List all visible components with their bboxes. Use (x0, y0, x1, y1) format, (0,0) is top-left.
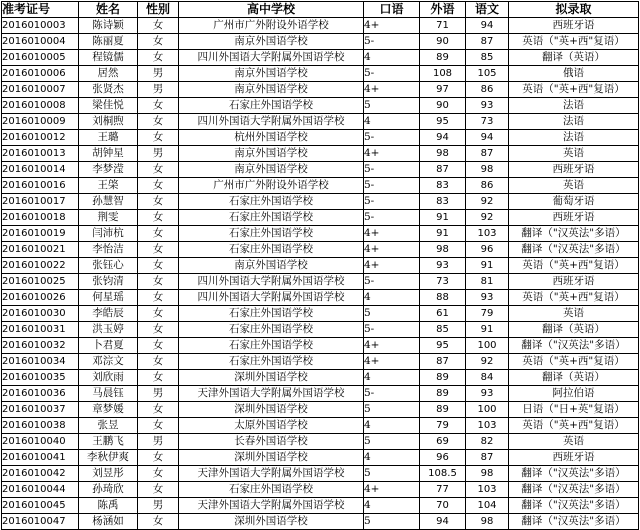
cell-exam-id: 2016010007 (2, 82, 79, 98)
cell-oral-grade: 4+ (364, 82, 420, 98)
cell-name: 梁佳悦 (79, 98, 138, 114)
cell-chinese-score: 87 (466, 34, 509, 50)
cell-admitted-major: 法语 (509, 98, 639, 114)
cell-admitted-major: 俄语 (509, 66, 639, 82)
cell-chinese-score: 100 (466, 402, 509, 418)
cell-gender: 女 (138, 354, 179, 370)
cell-admitted-major: 英语（"英+西"复语） (509, 354, 639, 370)
cell-chinese-score: 93 (466, 98, 509, 114)
cell-admitted-major: 翻译（英语） (509, 370, 639, 386)
cell-chinese-score: 103 (466, 482, 509, 498)
cell-chinese-score: 92 (466, 354, 509, 370)
cell-school: 石家庄外国语学校 (179, 98, 364, 114)
cell-foreign-score: 71 (420, 18, 466, 34)
cell-exam-id: 2016010019 (2, 226, 79, 242)
cell-exam-id: 2016010014 (2, 162, 79, 178)
cell-admitted-major: 翻译（英语） (509, 50, 639, 66)
cell-gender: 女 (138, 98, 179, 114)
cell-name: 陈丽夏 (79, 34, 138, 50)
cell-oral-grade: 5 (364, 434, 420, 450)
cell-foreign-score: 96 (420, 450, 466, 466)
cell-exam-id: 2016010034 (2, 354, 79, 370)
cell-exam-id: 2016010017 (2, 194, 79, 210)
cell-name: 孙琦欣 (79, 482, 138, 498)
cell-foreign-score: 87 (420, 354, 466, 370)
cell-chinese-score: 103 (466, 226, 509, 242)
cell-exam-id: 2016010016 (2, 178, 79, 194)
cell-chinese-score: 98 (466, 466, 509, 482)
cell-school: 广州市广外附设外语学校 (179, 178, 364, 194)
cell-gender: 女 (138, 242, 179, 258)
cell-oral-grade: 4 (364, 114, 420, 130)
cell-foreign-score: 91 (420, 210, 466, 226)
cell-foreign-score: 89 (420, 402, 466, 418)
cell-school: 四川外国语大学附属外国语学校 (179, 114, 364, 130)
table-row (2, 418, 639, 434)
cell-oral-grade: 4 (364, 450, 420, 466)
cell-name: 张钧清 (79, 274, 138, 290)
table-row (2, 274, 639, 290)
cell-name: 刘昱彤 (79, 466, 138, 482)
cell-oral-grade: 5- (364, 162, 420, 178)
cell-foreign-score: 89 (420, 386, 466, 402)
cell-oral-grade: 5- (364, 178, 420, 194)
cell-school: 长春外国语学校 (179, 434, 364, 450)
cell-oral-grade: 4+ (364, 146, 420, 162)
cell-foreign-score: 83 (420, 194, 466, 210)
cell-school: 深圳外国语学校 (179, 402, 364, 418)
cell-gender: 女 (138, 418, 179, 434)
cell-school: 南京外国语学校 (179, 146, 364, 162)
cell-admitted-major: 西班牙语 (509, 450, 639, 466)
cell-foreign-score: 91 (420, 226, 466, 242)
cell-exam-id: 2016010030 (2, 306, 79, 322)
cell-admitted-major: 翻译（"汉英法"多语） (509, 226, 639, 242)
cell-school: 太原外国语学校 (179, 418, 364, 434)
cell-school: 南京外国语学校 (179, 34, 364, 50)
table-row (2, 386, 639, 402)
cell-foreign-score: 77 (420, 482, 466, 498)
cell-exam-id: 2016010021 (2, 242, 79, 258)
cell-chinese-score: 96 (466, 242, 509, 258)
cell-gender: 男 (138, 498, 179, 514)
cell-chinese-score: 103 (466, 418, 509, 434)
table-row (2, 338, 639, 354)
header-gender: 性别 (138, 2, 179, 18)
cell-chinese-score: 91 (466, 258, 509, 274)
cell-exam-id: 2016010022 (2, 258, 79, 274)
header-chinese: 语文 (466, 2, 509, 18)
cell-chinese-score: 86 (466, 82, 509, 98)
cell-name: 何星瑶 (79, 290, 138, 306)
cell-exam-id: 2016010003 (2, 18, 79, 34)
cell-gender: 女 (138, 466, 179, 482)
cell-gender: 男 (138, 82, 179, 98)
table-row (2, 226, 639, 242)
cell-school: 四川外国语大学附属外国语学校 (179, 290, 364, 306)
table-row (2, 322, 639, 338)
cell-foreign-score: 85 (420, 322, 466, 338)
cell-admitted-major: 翻译（英语） (509, 322, 639, 338)
cell-chinese-score: 81 (466, 274, 509, 290)
table-row (2, 98, 639, 114)
cell-exam-id: 2016010041 (2, 450, 79, 466)
cell-oral-grade: 5- (364, 66, 420, 82)
cell-gender: 女 (138, 370, 179, 386)
header-name: 姓名 (79, 2, 138, 18)
header-foreign: 外语 (420, 2, 466, 18)
cell-school: 天津外国语大学附属外国语学校 (179, 386, 364, 402)
cell-name: 杨涵如 (79, 514, 138, 530)
cell-oral-grade: 4 (364, 498, 420, 514)
cell-foreign-score: 90 (420, 34, 466, 50)
cell-gender: 男 (138, 434, 179, 450)
cell-exam-id: 2016010005 (2, 50, 79, 66)
cell-gender: 女 (138, 306, 179, 322)
cell-oral-grade: 5- (364, 274, 420, 290)
cell-school: 石家庄外国语学校 (179, 482, 364, 498)
cell-gender: 女 (138, 178, 179, 194)
cell-gender: 女 (138, 34, 179, 50)
cell-admitted-major: 英语（"英+西"复语） (509, 418, 639, 434)
cell-exam-id: 2016010004 (2, 34, 79, 50)
cell-gender: 女 (138, 402, 179, 418)
cell-foreign-score: 98 (420, 146, 466, 162)
cell-exam-id: 2016010012 (2, 130, 79, 146)
cell-name: 刘欣雨 (79, 370, 138, 386)
cell-school: 杭州外国语学校 (179, 130, 364, 146)
cell-exam-id: 2016010025 (2, 274, 79, 290)
cell-chinese-score: 85 (466, 50, 509, 66)
cell-gender: 女 (138, 338, 179, 354)
table-row (2, 82, 639, 98)
table-row (2, 402, 639, 418)
cell-gender: 女 (138, 274, 179, 290)
cell-school: 深圳外国语学校 (179, 370, 364, 386)
header-exam-id: 准考证号 (2, 2, 79, 18)
cell-admitted-major: 翻译（"汉英法"多语） (509, 338, 639, 354)
cell-name: 张钰心 (79, 258, 138, 274)
cell-foreign-score: 98 (420, 242, 466, 258)
cell-oral-grade: 4+ (364, 242, 420, 258)
cell-chinese-score: 104 (466, 498, 509, 514)
cell-exam-id: 2016010032 (2, 338, 79, 354)
cell-admitted-major: 英语 (509, 306, 639, 322)
cell-exam-id: 2016010044 (2, 482, 79, 498)
cell-chinese-score: 93 (466, 386, 509, 402)
table-row (2, 162, 639, 178)
cell-chinese-score: 79 (466, 306, 509, 322)
cell-admitted-major: 英语 (509, 178, 639, 194)
cell-oral-grade: 5- (364, 386, 420, 402)
cell-gender: 女 (138, 114, 179, 130)
cell-school: 石家庄外国语学校 (179, 306, 364, 322)
cell-gender: 女 (138, 50, 179, 66)
cell-name: 居然 (79, 66, 138, 82)
cell-admitted-major: 英语（"英+西"复语） (509, 258, 639, 274)
cell-name: 李怡洁 (79, 242, 138, 258)
cell-school: 天津外国语大学附属外国语学校 (179, 498, 364, 514)
cell-foreign-score: 89 (420, 370, 466, 386)
cell-oral-grade: 5 (364, 466, 420, 482)
cell-school: 石家庄外国语学校 (179, 354, 364, 370)
cell-chinese-score: 92 (466, 210, 509, 226)
cell-admitted-major: 英语（"英+西"复语） (509, 34, 639, 50)
cell-foreign-score: 90 (420, 98, 466, 114)
cell-foreign-score: 94 (420, 130, 466, 146)
cell-gender: 女 (138, 514, 179, 530)
cell-chinese-score: 91 (466, 322, 509, 338)
table-row (2, 50, 639, 66)
cell-admitted-major: 翻译（"汉英法"多语） (509, 482, 639, 498)
cell-admitted-major: 英语（"英+西"复语） (509, 82, 639, 98)
table-row (2, 130, 639, 146)
cell-foreign-score: 108.5 (420, 466, 466, 482)
cell-oral-grade: 5- (364, 194, 420, 210)
cell-school: 深圳外国语学校 (179, 450, 364, 466)
cell-oral-grade: 4+ (364, 354, 420, 370)
cell-name: 王鹏飞 (79, 434, 138, 450)
cell-chinese-score: 92 (466, 194, 509, 210)
cell-name: 李秋伊爽 (79, 450, 138, 466)
cell-exam-id: 2016010026 (2, 290, 79, 306)
cell-gender: 男 (138, 146, 179, 162)
cell-admitted-major: 阿拉伯语 (509, 386, 639, 402)
cell-admitted-major: 翻译（"汉英法"多语） (509, 242, 639, 258)
cell-foreign-score: 88 (420, 290, 466, 306)
cell-chinese-score: 87 (466, 146, 509, 162)
table-row (2, 306, 639, 322)
cell-oral-grade: 5- (364, 322, 420, 338)
cell-oral-grade: 5- (364, 34, 420, 50)
cell-oral-grade: 4 (364, 370, 420, 386)
cell-name: 章梦媛 (79, 402, 138, 418)
table-row (2, 354, 639, 370)
cell-oral-grade: 5 (364, 98, 420, 114)
cell-school: 广州市广外附设外语学校 (179, 18, 364, 34)
cell-gender: 女 (138, 258, 179, 274)
cell-foreign-score: 73 (420, 274, 466, 290)
table-row (2, 290, 639, 306)
cell-chinese-score: 98 (466, 514, 509, 530)
table-row (2, 178, 639, 194)
cell-school: 南京外国语学校 (179, 162, 364, 178)
cell-exam-id: 2016010013 (2, 146, 79, 162)
cell-oral-grade: 5- (364, 130, 420, 146)
cell-gender: 男 (138, 386, 179, 402)
table-row (2, 482, 639, 498)
table-row (2, 114, 639, 130)
cell-oral-grade: 5 (364, 306, 420, 322)
cell-school: 南京外国语学校 (179, 258, 364, 274)
cell-name: 洪玉婷 (79, 322, 138, 338)
cell-admitted-major: 英语（"英+西"复语） (509, 290, 639, 306)
header-oral: 口语 (364, 2, 420, 18)
cell-school: 深圳外国语学校 (179, 514, 364, 530)
cell-exam-id: 2016010036 (2, 386, 79, 402)
table-row (2, 194, 639, 210)
cell-name: 卜君夏 (79, 338, 138, 354)
cell-exam-id: 2016010040 (2, 434, 79, 450)
cell-foreign-score: 79 (420, 418, 466, 434)
table-row (2, 210, 639, 226)
cell-name: 李皓辰 (79, 306, 138, 322)
cell-chinese-score: 87 (466, 450, 509, 466)
table-row (2, 66, 639, 82)
table-row (2, 434, 639, 450)
cell-oral-grade: 4 (364, 50, 420, 66)
cell-oral-grade: 5- (364, 210, 420, 226)
cell-chinese-score: 84 (466, 370, 509, 386)
cell-admitted-major: 日语（"日+英"复语） (509, 402, 639, 418)
cell-oral-grade: 4+ (364, 258, 420, 274)
cell-oral-grade: 4 (364, 418, 420, 434)
table-row (2, 18, 639, 34)
cell-exam-id: 2016010031 (2, 322, 79, 338)
table-row (2, 370, 639, 386)
cell-chinese-score: 86 (466, 178, 509, 194)
cell-admitted-major: 翻译（"汉英法"多语） (509, 466, 639, 482)
cell-oral-grade: 4+ (364, 226, 420, 242)
cell-admitted-major: 法语 (509, 130, 639, 146)
cell-school: 石家庄外国语学校 (179, 242, 364, 258)
cell-admitted-major: 翻译（"汉英法"多语） (509, 514, 639, 530)
cell-school: 石家庄外国语学校 (179, 210, 364, 226)
cell-foreign-score: 89 (420, 50, 466, 66)
cell-oral-grade: 4+ (364, 482, 420, 498)
cell-name: 王璐 (79, 130, 138, 146)
cell-exam-id: 2016010035 (2, 370, 79, 386)
cell-gender: 女 (138, 130, 179, 146)
cell-chinese-score: 105 (466, 66, 509, 82)
cell-gender: 女 (138, 18, 179, 34)
table-row (2, 514, 639, 530)
cell-name: 程镜儒 (79, 50, 138, 66)
cell-oral-grade: 4 (364, 290, 420, 306)
cell-gender: 女 (138, 226, 179, 242)
table-row (2, 34, 639, 50)
cell-school: 南京外国语学校 (179, 66, 364, 82)
cell-oral-grade: 5 (364, 402, 420, 418)
cell-name: 胡钟星 (79, 146, 138, 162)
cell-foreign-score: 69 (420, 434, 466, 450)
cell-exam-id: 2016010018 (2, 210, 79, 226)
table-row (2, 258, 639, 274)
cell-exam-id: 2016010042 (2, 466, 79, 482)
cell-school: 四川外国语大学附属外国语学校 (179, 50, 364, 66)
cell-exam-id: 2016010047 (2, 514, 79, 530)
cell-gender: 女 (138, 162, 179, 178)
header-row (2, 2, 639, 18)
cell-chinese-score: 94 (466, 18, 509, 34)
cell-gender: 女 (138, 450, 179, 466)
cell-foreign-score: 61 (420, 306, 466, 322)
cell-school: 石家庄外国语学校 (179, 338, 364, 354)
cell-foreign-score: 94 (420, 514, 466, 530)
cell-school: 南京外国语学校 (179, 82, 364, 98)
cell-gender: 女 (138, 482, 179, 498)
table-row (2, 146, 639, 162)
cell-name: 刘桐煦 (79, 114, 138, 130)
cell-gender: 女 (138, 194, 179, 210)
cell-school: 石家庄外国语学校 (179, 194, 364, 210)
cell-gender: 女 (138, 210, 179, 226)
cell-name: 李梦滢 (79, 162, 138, 178)
admission-table (1, 1, 639, 530)
cell-exam-id: 2016010038 (2, 418, 79, 434)
cell-admitted-major: 英语 (509, 434, 639, 450)
cell-admitted-major: 法语 (509, 114, 639, 130)
cell-oral-grade: 4+ (364, 338, 420, 354)
cell-exam-id: 2016010045 (2, 498, 79, 514)
cell-gender: 女 (138, 290, 179, 306)
cell-foreign-score: 95 (420, 114, 466, 130)
cell-name: 孙慧智 (79, 194, 138, 210)
header-admission: 拟录取 (509, 2, 639, 18)
table-row (2, 450, 639, 466)
cell-name: 张贤杰 (79, 82, 138, 98)
cell-gender: 女 (138, 322, 179, 338)
cell-chinese-score: 94 (466, 130, 509, 146)
cell-admitted-major: 西班牙语 (509, 162, 639, 178)
cell-exam-id: 2016010037 (2, 402, 79, 418)
table-row (2, 466, 639, 482)
cell-chinese-score: 93 (466, 290, 509, 306)
cell-admitted-major: 葡萄牙语 (509, 194, 639, 210)
cell-school: 石家庄外国语学校 (179, 226, 364, 242)
cell-foreign-score: 93 (420, 258, 466, 274)
cell-chinese-score: 73 (466, 114, 509, 130)
cell-name: 陈诗颖 (79, 18, 138, 34)
cell-name: 陈禹 (79, 498, 138, 514)
cell-name: 闫沛杭 (79, 226, 138, 242)
cell-school: 天津外国语大学附属外国语学校 (179, 466, 364, 482)
table-row (2, 498, 639, 514)
cell-admitted-major: 英语 (509, 146, 639, 162)
table-row (2, 242, 639, 258)
cell-admitted-major: 翻译（"汉英法"多语） (509, 498, 639, 514)
cell-name: 马晨钰 (79, 386, 138, 402)
cell-oral-grade: 5 (364, 514, 420, 530)
cell-foreign-score: 70 (420, 498, 466, 514)
cell-name: 邓淙文 (79, 354, 138, 370)
cell-name: 张昱 (79, 418, 138, 434)
cell-chinese-score: 100 (466, 338, 509, 354)
cell-exam-id: 2016010006 (2, 66, 79, 82)
cell-exam-id: 2016010009 (2, 114, 79, 130)
cell-exam-id: 2016010008 (2, 98, 79, 114)
header-school: 高中学校 (179, 2, 364, 18)
cell-gender: 男 (138, 66, 179, 82)
cell-chinese-score: 98 (466, 162, 509, 178)
cell-chinese-score: 82 (466, 434, 509, 450)
cell-foreign-score: 95 (420, 338, 466, 354)
cell-name: 荆雯 (79, 210, 138, 226)
cell-foreign-score: 108 (420, 66, 466, 82)
cell-oral-grade: 4+ (364, 18, 420, 34)
cell-admitted-major: 西班牙语 (509, 210, 639, 226)
cell-foreign-score: 83 (420, 178, 466, 194)
cell-admitted-major: 西班牙语 (509, 274, 639, 290)
cell-foreign-score: 97 (420, 82, 466, 98)
cell-foreign-score: 87 (420, 162, 466, 178)
cell-name: 王棨 (79, 178, 138, 194)
cell-school: 四川外国语大学附属外国语学校 (179, 274, 364, 290)
cell-school: 石家庄外国语学校 (179, 322, 364, 338)
cell-admitted-major: 西班牙语 (509, 18, 639, 34)
